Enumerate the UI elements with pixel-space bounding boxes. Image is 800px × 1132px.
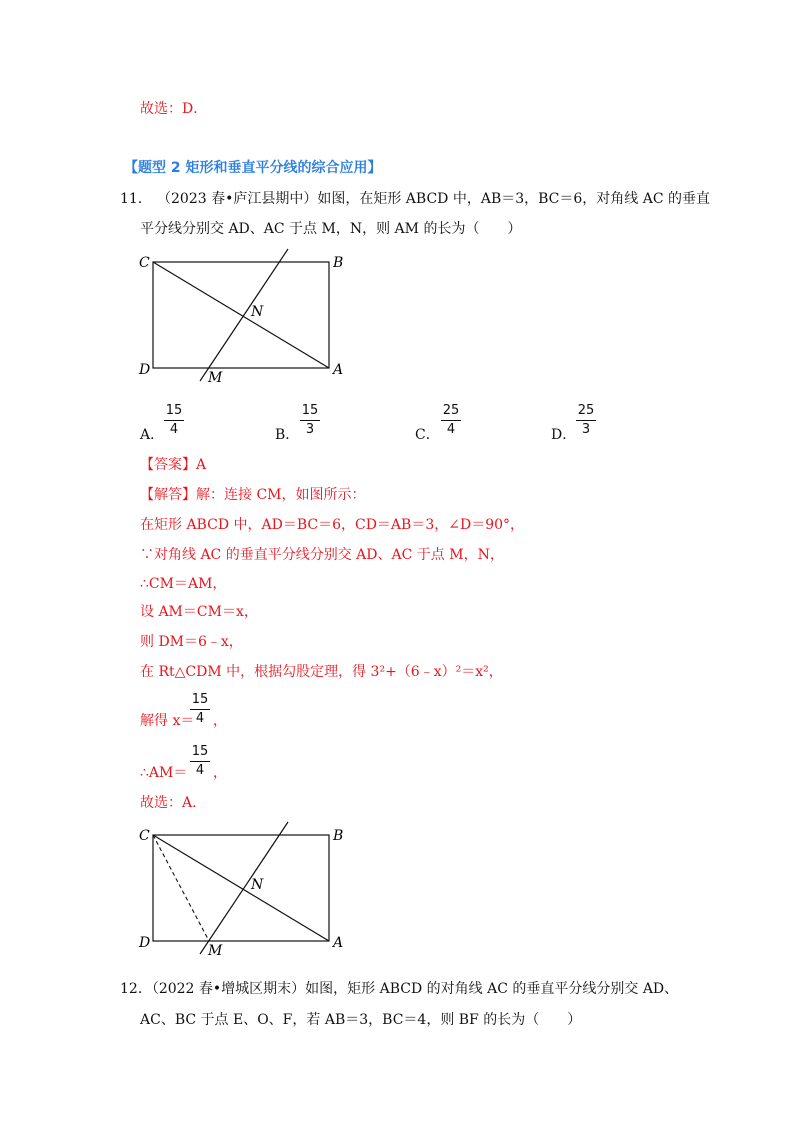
section-heading: 【题型 2 矩形和垂直平分线的综合应用】 [124, 160, 382, 176]
question-11-line2: 平分线分别交 AD、AC 于点 M，N，则 AM 的长为（ ） [140, 221, 522, 237]
solution-line-7: 在 Rt△CDM 中，根据勾股定理，得 3²+（6﹣x）²＝x²， [140, 664, 503, 680]
solution-line-2: 在矩形 ABCD 中，AD＝BC＝6，CD＝AB＝3，∠D＝90°， [140, 517, 525, 533]
solve-prefix: 解得 x＝ [140, 713, 195, 729]
label-c: C [139, 828, 150, 844]
label-d: D [139, 362, 151, 378]
label-n: N [251, 877, 264, 893]
previous-answer: 故选：D． [140, 101, 208, 117]
label-b: B [333, 255, 344, 271]
solution-line-4: ∴CM＝AM， [140, 576, 227, 592]
option-d-letter: D． [551, 427, 577, 443]
question-11-line1: （2023 春•庐江县期中）如图，在矩形 ABCD 中，AB＝3，BC＝6，对角线 AC 的垂直 [157, 191, 711, 207]
question-11-number: 11． [120, 191, 152, 207]
option-a-fraction: 15 4 [165, 403, 183, 437]
solution-line-1: 【解答】解：连接 CM，如图所示： [140, 487, 366, 503]
solve-suffix: ， [213, 713, 227, 729]
option-c-fraction: 25 4 [442, 403, 460, 437]
label-a: A [333, 935, 344, 951]
option-a-letter: A． [140, 427, 165, 443]
question-12-line2: AC、BC 于点 E、O、F，若 AB＝3，BC＝4，则 BF 的长为（ ） [140, 1012, 582, 1028]
solution-line-3: ∵对角线 AC 的垂直平分线分别交 AD、AC 于点 M，N， [140, 547, 504, 563]
therefore-prefix: ∴AM＝ [140, 765, 188, 781]
label-m: M [208, 943, 223, 958]
option-c-letter: C． [415, 427, 440, 443]
option-b-fraction: 15 3 [301, 403, 319, 437]
label-m: M [208, 370, 223, 385]
label-c: C [139, 255, 150, 271]
final-choice: 故选：A． [140, 795, 207, 811]
label-b: B [333, 828, 344, 844]
answer: 【答案】A [140, 457, 207, 473]
solve-fraction: 15 4 [191, 692, 209, 726]
therefore-suffix: ， [213, 765, 227, 781]
question-12-line1: 12．（2022 春•增城区期末）如图，矩形 ABCD 的对角线 AC 的垂直平分线分别交 AD、 [120, 981, 679, 997]
solution-line-5: 设 AM＝CM＝x， [140, 604, 258, 620]
option-d-fraction: 25 3 [577, 403, 595, 437]
label-a: A [333, 362, 344, 378]
solution-figure [130, 818, 360, 958]
solution-line-6: 则 DM＝6﹣x， [140, 634, 243, 650]
therefore-fraction: 15 4 [191, 744, 209, 778]
option-b-letter: B． [275, 427, 300, 443]
label-n: N [251, 304, 264, 320]
question-11-figure [130, 245, 360, 385]
label-d: D [139, 935, 151, 951]
